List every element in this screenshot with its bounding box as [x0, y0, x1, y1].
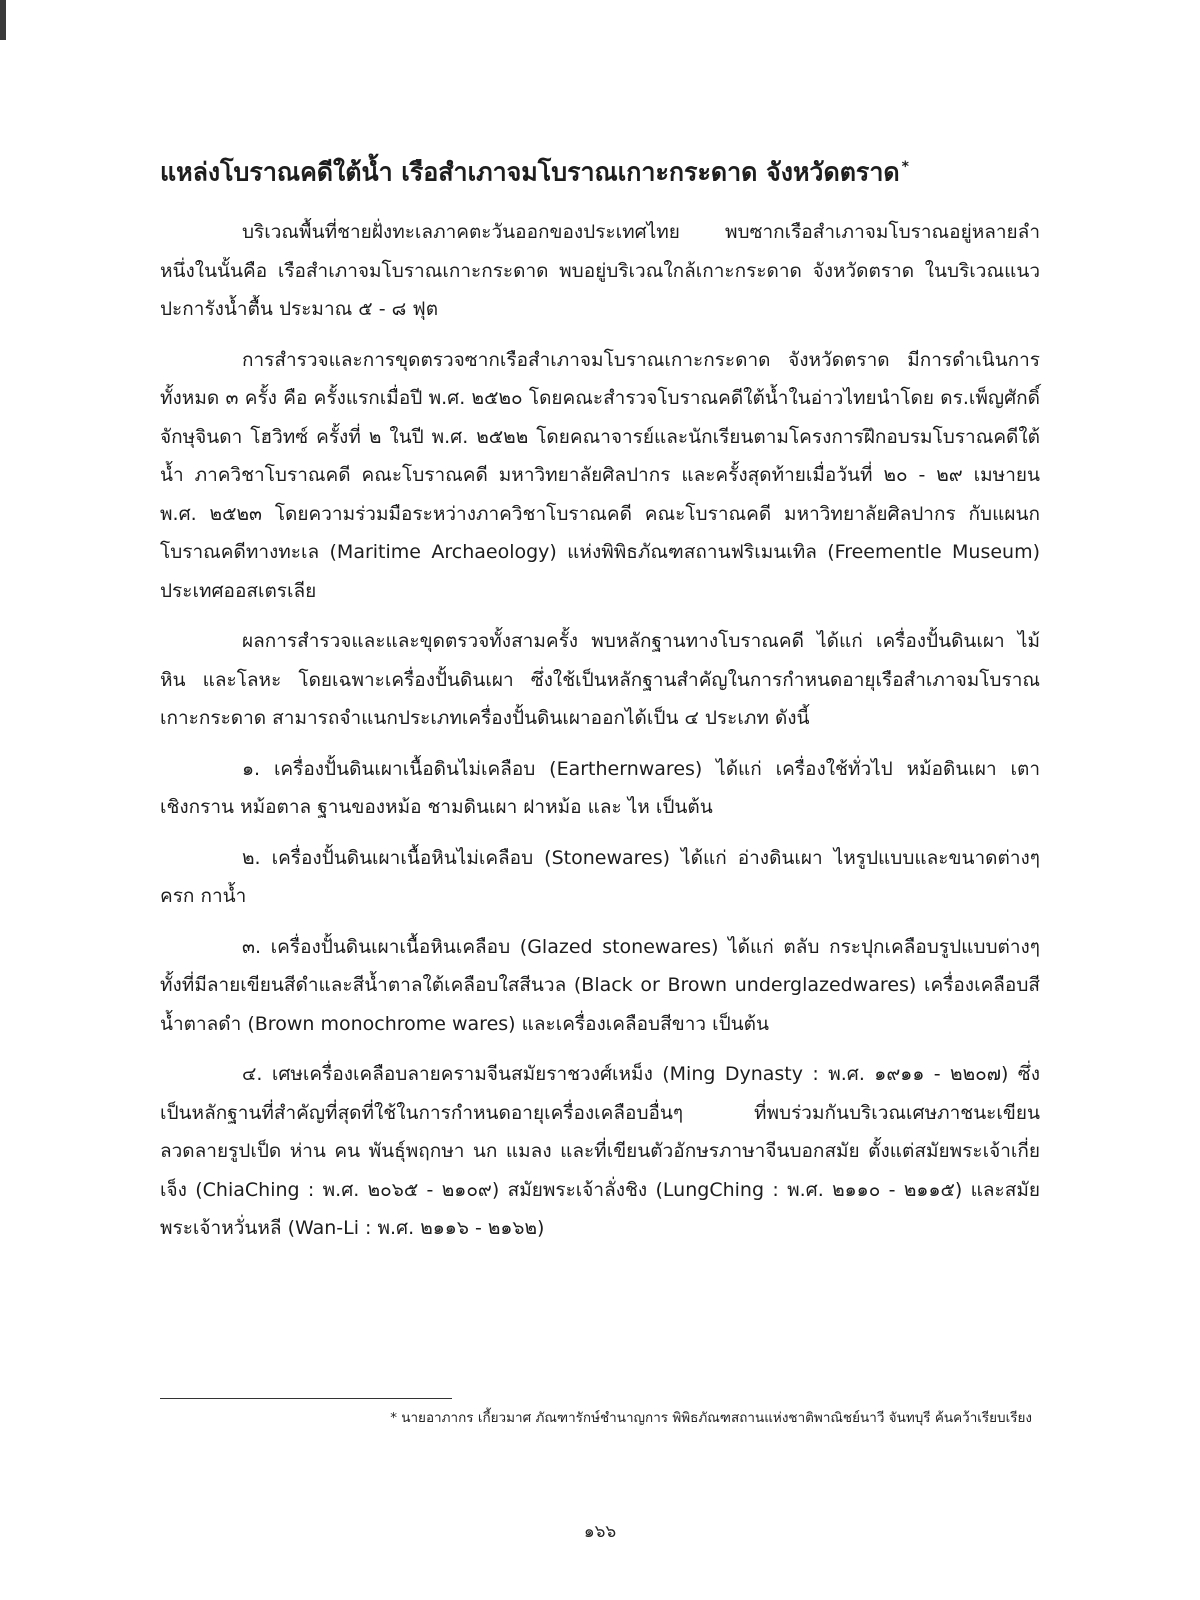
list-item-glazed-stoneware: ๓. เครื่องปั้นดินเผาเนื้อหินเคลือบ (Glazed stonewares) ได้แก่ ตลับ กระปุกเคลือบรูปแบบต่างๆ ทั้งที่มีลายเขียนสีดำและสีน้ำตาลใต้เคลือบใสสีนวล (Black or Brown underglazedwares) เครื่องเคลือบสีน้ำตาลดำ (Brown monochrome wares) และเครื่องเคลือบสีขาว เป็นต้น	[160, 935, 1040, 1035]
scan-edge-mark	[0, 0, 6, 40]
paragraph-intro: บริเวณพื้นที่ชายฝั่งทะเลภาคตะวันออกของประเทศไทย พบซากเรือสำเภาจมโบราณอยู่หลายลำ หนึ่งในนั้นคือ เรือสำเภาจมโบราณเกาะกระดาด พบอยู่บริเวณใกล้เกาะกระดาด จังหวัดตราด ในบริเวณแนวปะการังน้ำตื้น ประมาณ ๕ - ๘ ฟุต	[160, 221, 1040, 321]
list-item-ming-blue-white: ๔. เศษเครื่องเคลือบลายครามจีนสมัยราชวงศ์เหม็ง (Ming Dynasty : พ.ศ. ๑๙๑๑ - ๒๒๐๗) ซึ่งเป็นหลักฐานที่สำคัญที่สุดที่ใช้ในการกำหนดอายุเครื่องเคลือบอื่นๆ ที่พบร่วมกันบริเวณเศษภาชนะเขียนลวดลายรูปเป็ด ห่าน คน พันธุ์พฤกษา นก แมลง และที่เขียนตัวอักษรภาษาจีนบอกสมัย ตั้งแต่สมัยพระเจ้าเกี่ยเจ็ง (ChiaChing : พ.ศ. ๒๐๖๕ - ๒๑๐๙) สมัยพระเจ้าลั่งชิง (LungChing : พ.ศ. ๒๑๑๐ - ๒๑๑๕) และสมัยพระเจ้าหวั่นหลี (Wan-Li : พ.ศ. ๒๑๑๖ - ๒๑๖๒)	[160, 1063, 1040, 1240]
page-number: ๑๖๖	[583, 1522, 617, 1542]
paragraph-survey-history: การสำรวจและการขุดตรวจซากเรือสำเภาจมโบราณเกาะกระดาด จังหวัดตราด มีการดำเนินการทั้งหมด ๓ ครั้ง คือ ครั้งแรกเมื่อปี พ.ศ. ๒๕๒๐ โดยคณะสำรวจโบราณคดีใต้น้ำในอ่าวไทยนำโดย ดร.เพ็ญศักดิ์ จักษุจินดา โฮวิทซ์ ครั้งที่ ๒ ในปี พ.ศ. ๒๕๒๒ โดยคณาจารย์และนักเรียนตามโครงการฝึกอบรมโบราณคดีใต้น้ำ ภาควิชาโบราณคดี คณะโบราณคดี มหาวิทยาลัยศิลปากร และครั้งสุดท้ายเมื่อวันที่ ๒๐ - ๒๙ เมษายน พ.ศ. ๒๕๒๓ โดยความร่วมมือระหว่างภาควิชาโบราณคดี คณะโบราณคดี มหาวิทยาลัยศิลปากร กับแผนกโบราณคดีทางทะเล (Maritime Archaeology) แห่งพิพิธภัณฑสถานฟริเมนเทิล (Freementle Museum) ประเทศออสเตรเลีย	[160, 348, 1040, 602]
document-body	[160, 140, 1040, 1260]
paragraph-findings: ผลการสำรวจและและขุดตรวจทั้งสามครั้ง พบหลักฐานทางโบราณคดี ได้แก่ เครื่องปั้นดินเผา ไม้ หิน และโลหะ โดยเฉพาะเครื่องปั้นดินเผา ซึ่งใช้เป็นหลักฐานสำคัญในการกำหนดอายุเรือสำเภาจมโบราณเกาะกระดาด สามารถจำแนกประเภทเครื่องปั้นดินเผาออกได้เป็น ๔ ประเภท ดังนี้	[160, 630, 1040, 730]
footnote-text: * นายอาภากร เกี้ยวมาศ ภัณฑารักษ์ชำนาญการ พิพิธภัณฑสถานแห่งชาติพาณิชย์นาวี จันทบุรี ค้นคว้าเรียบเรียง	[390, 1410, 1032, 1426]
list-item-earthenware: ๑. เครื่องปั้นดินเผาเนื้อดินไม่เคลือบ (Earthernwares) ได้แก่ เครื่องใช้ทั่วไป หม้อดินเผา เตาเชิงกราน หม้อตาล ฐานของหม้อ ชามดินเผา ฝาหม้อ และ ไห เป็นต้น	[160, 757, 1040, 819]
footnote-marker: *	[901, 159, 909, 175]
document-title-text: แหล่งโบราณคดีใต้น้ำ เรือสำเภาจมโบราณเกาะกระดาด จังหวัดตราด	[160, 157, 900, 187]
footnote-divider	[160, 1398, 452, 1399]
document-title	[160, 140, 1040, 199]
list-item-stoneware: ๒. เครื่องปั้นดินเผาเนื้อหินไม่เคลือบ (Stonewares) ได้แก่ อ่างดินเผา ไหรูปแบบและขนาดต่างๆ ครก กาน้ำ	[160, 846, 1040, 908]
